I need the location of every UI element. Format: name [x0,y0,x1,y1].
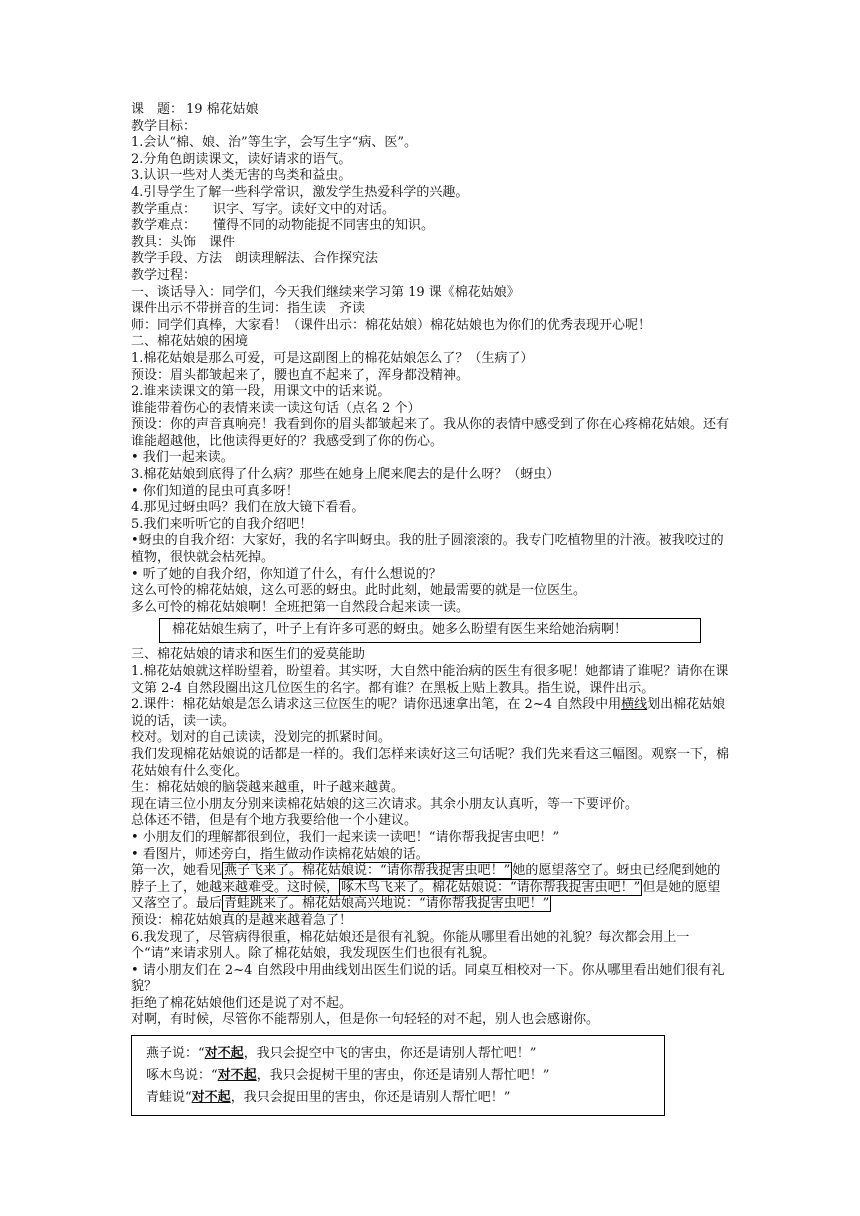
section-heading: 二、棉花姑娘的困境 [131,334,249,350]
narration-paragraph [131,863,731,913]
text-line: •蚜虫的自我介绍：大家好，我的名字叫蚜虫。我的肚子圆滚滚的。我专门吃植物里的汁液。被我咬过的植物，很快就会枯死掉。 [131,533,724,566]
text-line: 4.那见过蚜虫吗？我们在放大镜下看看。 [131,500,365,516]
text-line: 教学手段、方法 朗读理解法、合作探究法 [131,251,379,267]
quote-speaker: 啄木鸟说： [146,1068,212,1083]
text-line: 校对。划对的自己读读，没划完的抓紧时间。 [131,730,392,746]
text-line: 师：同学们真棒，大家看！（课件出示：棉花姑娘）棉花姑娘也为你们的优秀表现开心呢！ [131,317,652,333]
text-line: 生：棉花姑娘的脑袋越来越重，叶子越来越黄。 [131,780,405,796]
quote-open-mark: “ [185,1090,192,1105]
text-line: • 小朋友们的理解都很到位，我们一起来读一读吧！“请你帮我捉害虫吧！” [131,829,560,845]
key-point-text: 识字、写字。读好文中的对话。 [213,201,396,217]
quote-speaker: 青蛙说 [146,1090,186,1105]
text-line: • 请小朋友们在 2~4 自然段中用曲线划出医生们说的话。同桌互相校对一下。你从哪里看出她们很有礼貌？ [131,962,725,995]
quote-keyword: 对不起 [217,1068,257,1083]
text-line: 我们发现棉花姑娘说的话都是一样的。我们怎样来读好这三句话呢？我们先来看这三幅图。观察一下，棉花姑娘有什么变化。 [131,746,730,779]
text-line [131,697,731,730]
quote-line-swallow [146,1043,664,1065]
text-line: 多么可怜的棉花姑娘啊！全班把第一自然段合起来读一读。 [131,599,470,615]
text-line: 3.认识一些对人类无害的鸟类和益虫。 [131,168,352,184]
boxed-text-swallow: 燕子飞来了。棉花姑娘说：“请你帮我捉害虫吧！” [224,863,511,879]
text-line: 课件出示不带拼音的生词：指生读 齐读 [131,301,366,317]
summary-box: 棉花姑娘生病了，叶子上有许多可恶的蚜虫。她多么盼望有医生来给她治病啊！ [159,618,701,643]
text-line: 教具：头饰 课件 [131,234,236,250]
text-line: 1.会认“棉、娘、治”等生字，会写生字“病、医”。 [131,135,417,151]
lesson-plan [131,102,731,1029]
text-line: • 你们知道的昆虫可真多呀！ [131,483,299,499]
text-segment: 划出棉花姑娘说的话，读一读。 [131,697,726,729]
text-line: 2.谁来读课文的第一段，用课文中的话来说。 [131,384,391,400]
text-line: 1.棉花姑娘就这样盼望着，盼望着。其实呀，大自然中能治病的医生有很多呢！她都请了谁呢？请你在课文第 2-4 自然段圈出这几位医生的名字。都有谁？在黑板上贴上教具。指生说，课件出示。 [131,664,729,696]
text-line: • 听了她的自我介绍，你知道了什么，有什么想说的？ [131,566,442,582]
difficulty-line [131,218,731,235]
text-line: 教学目标： [131,118,197,134]
text-line: 这么可怜的棉花姑娘，这么可恶的蚜虫。此时此刻，她最需要的就是一位医生。 [131,583,587,599]
text-line: 谁能带着伤心的表情来读一读这句话（点名 2 个） [131,400,421,416]
text-segment: 2.课件：棉花姑娘是怎么请求这三位医生的呢？请你迅速拿出笔，在 2~4 自然段中用 [131,697,622,713]
quote-speaker: 燕子说： [146,1046,199,1061]
text-line: 1.棉花姑娘是那么可爱，可是这副图上的棉花姑娘怎么了？（生病了） [131,350,534,366]
difficulty-text: 懂得不同的动物能捉不同害虫的知识。 [213,218,435,234]
text-line: 总体还不错，但是有个地方我要给他一个小建议。 [131,813,418,829]
quote-keyword: 对不起 [191,1090,231,1105]
text-line: • 我们一起来读。 [131,450,234,466]
text-line: 5.我们来听听它的自我介绍吧！ [131,516,313,532]
text-segment: 第一次，她看见 [131,863,223,879]
boxed-text-frog: 青蛙跳来了。棉花姑娘高兴地说：“请你帮我捉害虫吧！” [224,896,550,912]
lesson-title: 19 棉花姑娘 [186,102,259,117]
text-line: 现在请三位小朋友分别来读棉花姑娘的这三次请求。其余小朋友认真听，等一下要评价。 [131,796,639,812]
text-line: 对啊，有时候，尽管你不能帮别人，但是你一句轻轻的对不起，别人也会感谢你。 [131,1012,600,1028]
label-topic: 课 题： [131,102,184,117]
text-segment: 她的愿望落空了。蚜虫已经爬到她的脖子上了，她越来越难受。这时候， [131,863,721,895]
text-line: • 看图片，师述旁白，指生做动作读棉花姑娘的话。 [131,846,429,862]
text-line: 教学过程： [131,267,197,283]
text-line: 一、谈话导入：同学们，今天我们继续来学习第 19 课《棉花姑娘》 [131,284,520,300]
text-line: 拒绝了棉花姑娘他们还是说了对不起。 [131,995,353,1011]
quote-keyword: 对不起 [204,1046,244,1061]
quote-rest: ，我只会捉树干里的害虫，你还是请别人帮忙吧！” [256,1068,550,1083]
label-key-point: 教学重点： [131,201,197,217]
quote-rest: ，我只会捉田里的害虫，你还是请别人帮忙吧！” [230,1090,511,1105]
quotes-box [131,1035,665,1116]
quote-line-frog [146,1087,664,1109]
text-line: 预设：棉花姑娘真的是越来越着急了！ [131,912,353,928]
text-line: 预设：眉头都皱起来了，腰也直不起来了，浑身都没精神。 [131,367,470,383]
text-line: 2.分角色朗读课文，读好请求的语气。 [131,151,352,167]
text-line: 3.棉花姑娘到底得了什么病？那些在她身上爬来爬去的是什么呀？（蚜虫） [131,467,560,483]
underlined-word: 横线 [621,697,648,713]
text-line: 4.引导学生了解一些科学常识，激发学生热爱科学的兴趣。 [131,184,469,200]
text-segment: 但是她的愿望又落空了。最后 [131,879,721,912]
section-heading: 三、棉花姑娘的请求和医生们的爱莫能助 [131,647,366,663]
text-line: 预设：你的声音真响亮！我看到你的眉头都皱起来了。我从你的表情中感受到了你在心疼棉花姑娘。还有谁能超越他，比他读得更好的？我感受到了你的伤心。 [131,417,730,449]
label-difficulty: 教学难点： [131,218,197,234]
quote-line-woodpecker [146,1065,664,1087]
boxed-text-woodpecker: 啄木鸟飞来了。棉花姑娘说：“请你帮我捉害虫吧！” [341,879,641,895]
text-line: 6.我发现了，尽管病得很重，棉花姑娘还是很有礼貌。你能从哪里看出她的礼貌？每次都会用上一个“请”来请求别人。除了棉花姑娘，我发现医生们也很有礼貌。 [131,929,690,962]
key-point-line [131,202,731,219]
quote-open-mark: “ [211,1068,218,1083]
title-line [131,102,731,119]
quote-open-mark: “ [198,1046,205,1061]
quote-rest: ，我只会捉空中飞的害虫，你还是请别人帮忙吧！” [243,1046,537,1061]
